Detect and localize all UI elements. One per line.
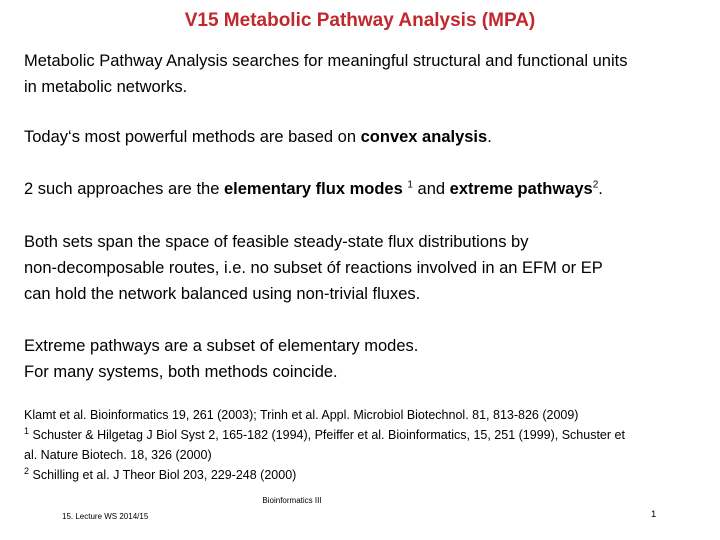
reference-2 (24, 465, 700, 485)
footer-lecture: 15. Lecture WS 2014/15 (62, 512, 149, 521)
reference-klamt: Klamt et al. Bioinformatics 19, 261 (2003); Trinh et al. Appl. Microbiol Biotechnol. 81, 813-826 (2009) (24, 408, 579, 422)
page-number: 1 (651, 509, 657, 520)
references (24, 405, 700, 485)
steady-state-line-3: can hold the network balanced using non-trivial fluxes. (24, 285, 421, 303)
slide-title: V15 Metabolic Pathway Analysis (MPA) (184, 10, 536, 31)
intro-paragraph (24, 48, 694, 100)
steady-state-line-1: Both sets span the space of feasible steady-state flux distributions by (24, 233, 529, 251)
intro-line-1: Metabolic Pathway Analysis searches for meaningful structural and functional units (24, 52, 628, 70)
steady-state-line-2: non-decomposable routes, i.e. no subset óf reactions involved in an EFM or EP (24, 259, 603, 277)
and-text: and (412, 180, 450, 198)
reference-1-line-2: al. Nature Biotech. 18, 326 (2000) (24, 448, 212, 462)
reference-2-marker: 2 (24, 465, 30, 476)
approaches-paragraph (24, 176, 694, 202)
reference-1-marker: 1 (24, 425, 30, 436)
convex-period: . (487, 128, 492, 146)
extreme-pathways-term: extreme pathways (449, 180, 593, 198)
reference-1 (24, 425, 700, 445)
convex-text: Today‘s most powerful methods are based on (24, 128, 361, 146)
elementary-flux-modes-term: elementary flux modes (223, 180, 403, 198)
footnote-1-marker: 1 (407, 179, 413, 191)
footnote-2-marker: 2 (592, 179, 599, 191)
intro-line-2: in metabolic networks. (24, 78, 188, 96)
extreme-pathways-line-2: For many systems, both methods coincide. (24, 363, 338, 381)
approaches-period: . (598, 180, 603, 198)
reference-1-line-1: Schuster & Hilgetag J Biol Syst 2, 165-182 (1994), Pfeiffer et al. Bioinformatics, 15, 251 (1999), Schuster et (29, 428, 625, 442)
convex-analysis-term: convex analysis (360, 128, 488, 146)
extreme-pathways-paragraph (24, 333, 694, 385)
footer-course: Bioinformatics III (262, 496, 322, 505)
reference-2-line-1: Schilling et al. J Theor Biol 203, 229-248 (2000) (29, 468, 297, 482)
extreme-pathways-line-1: Extreme pathways are a subset of elementary modes. (24, 337, 419, 355)
approaches-text: 2 such approaches are the (24, 180, 224, 198)
steady-state-paragraph (24, 229, 694, 307)
convex-analysis-paragraph (24, 124, 694, 150)
